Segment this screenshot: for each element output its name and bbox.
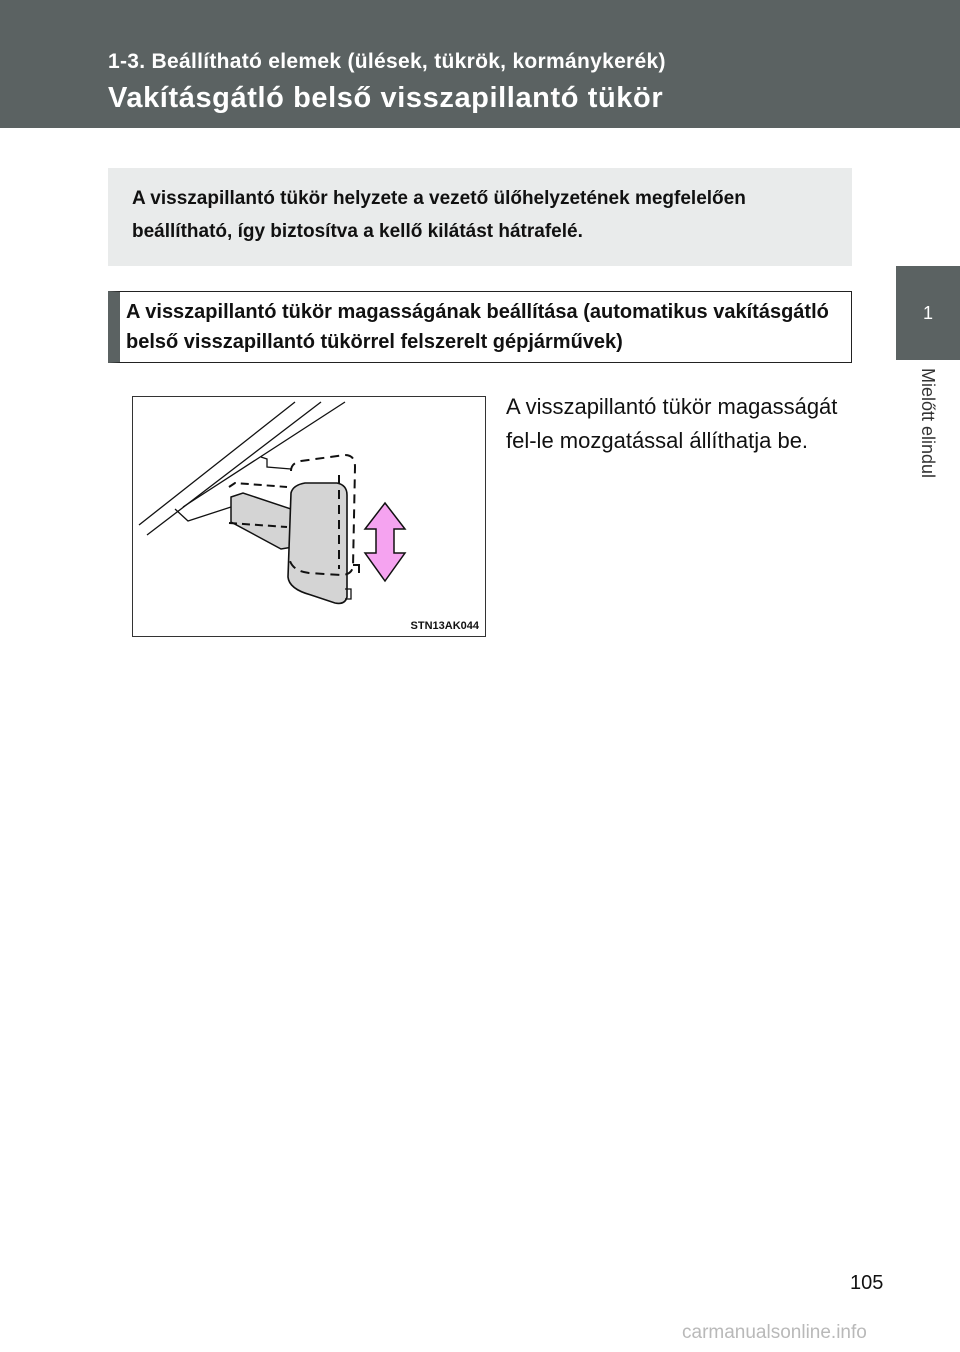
- raised-clip: [353, 565, 359, 573]
- section-heading: A visszapillantó tükör magasságának beállítása (automatikus vakításgátló belső visszapillantó tükörrel felszerelt gépjárművek): [126, 301, 829, 353]
- raised-arm-outline: [229, 483, 287, 487]
- section-heading-box: [108, 291, 852, 363]
- page-title: Vakításgátló belső visszapillantó tükör: [108, 82, 664, 114]
- chapter-tab-label: [912, 368, 942, 508]
- watermark: carmanualsonline.info: [682, 1322, 867, 1343]
- mount-bracket: [261, 457, 291, 469]
- mirror-illustration: [132, 396, 486, 637]
- chapter-subtitle: 1-3. Beállítható elemek (ülések, tükrök, kormánykerék): [108, 50, 666, 73]
- page-number: 105: [850, 1272, 884, 1294]
- up-down-arrow-icon: [365, 503, 405, 581]
- chapter-tab-label-text: Mielőtt elindul: [918, 368, 938, 479]
- figure-code: STN13AK044: [410, 620, 479, 632]
- intro-box: [108, 168, 852, 266]
- body-text: A visszapillantó tükör magasságát fel-le mozgatással állíthatja be.: [506, 394, 838, 453]
- mirror-drawing: [133, 397, 484, 635]
- intro-text: A visszapillantó tükör helyzete a vezető ülőhelyzetének megfelelően beállítható, így biztosítva a kellő kilátást hátrafelé.: [132, 188, 746, 242]
- mount-base: [175, 507, 231, 521]
- chapter-tab-number: 1: [896, 266, 960, 360]
- mirror-arm: [231, 493, 293, 549]
- page-header: [0, 0, 960, 128]
